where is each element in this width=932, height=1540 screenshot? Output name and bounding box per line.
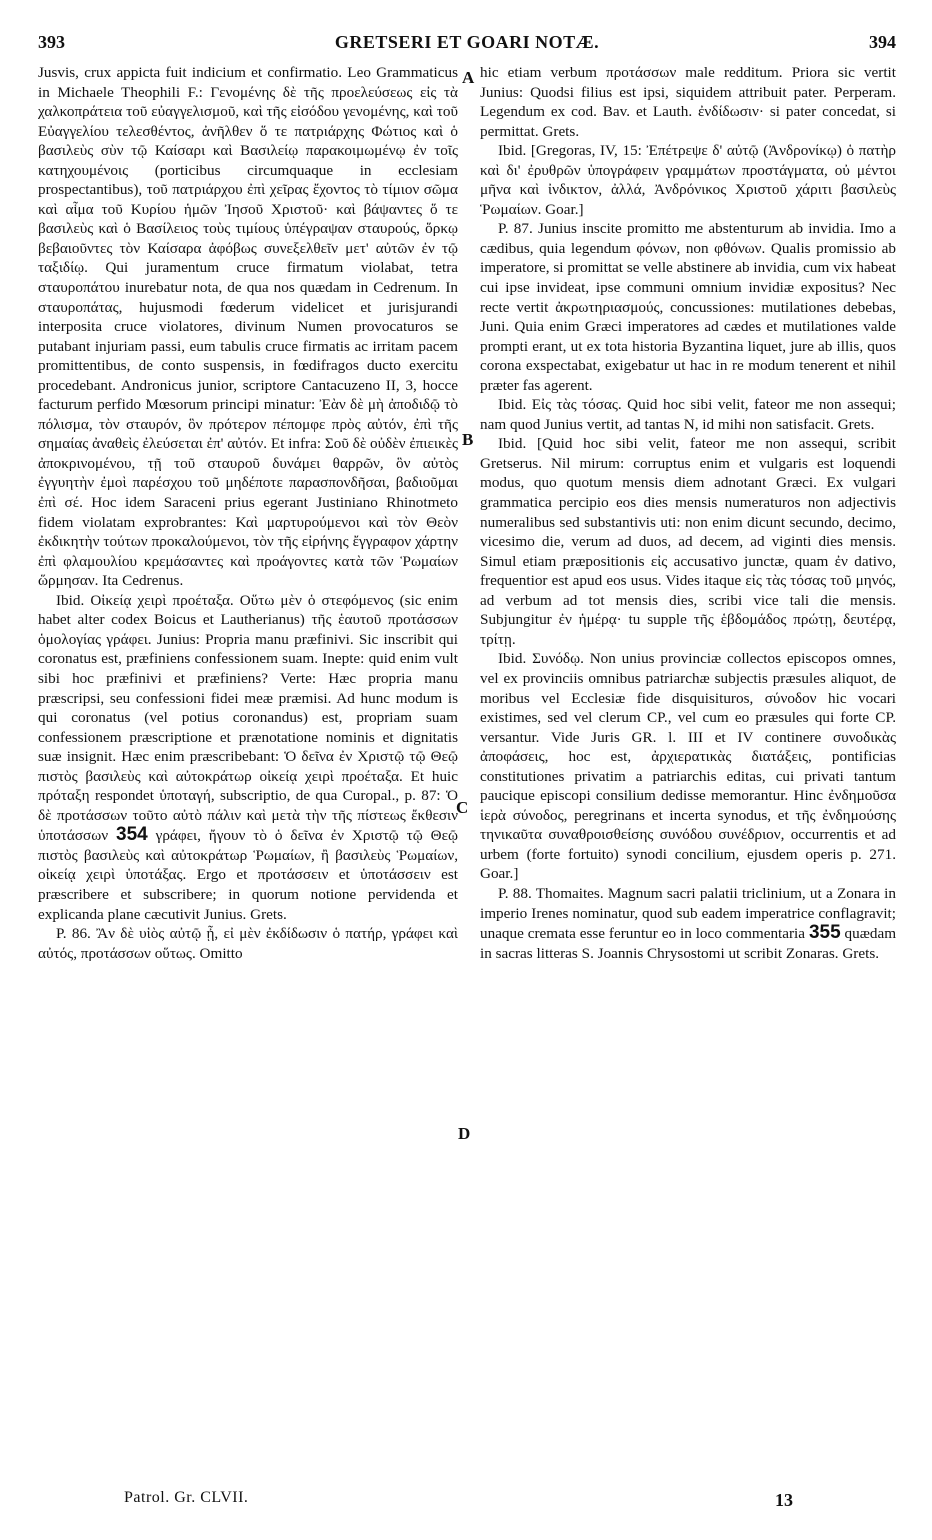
page-number-right: 394	[869, 32, 896, 52]
paragraph: P. 86. Ἂν δὲ υἱὸς αὐτῷ ᾖ, εἰ μὲν ἐκδίδωσιν ὁ πατήρ, γράφει καὶ αὐτός, προτάσσων οὕτως. Omitto	[38, 925, 458, 962]
section-marker-b: B	[462, 430, 474, 449]
paragraph-text: P. 88. Thomaites. Magnum sacri palatii triclinium, ut a Zonara in imperio Irenes nominatur, quod sub eadem imperatrice conflagravit; unaque cremata esse feruntur eo in loco commentaria	[480, 884, 896, 943]
inline-page-number: 354	[116, 824, 148, 846]
paragraph-text: γράφει, ἤγουν τὸ ὁ δεῖνα ἐν Χριστῷ τῷ Θεῷ πιστὸς βασιλεὺς καὶ αὐτοκράτωρ Ῥωμαίων, ἢ βασιλεὺς Ῥωμαίων, οἰκείᾳ χειρὶ ὑποτάξας. Ergo et προτάσσειν et ὑποτάσσειν est præscribere et subscribere; in quorum notione pervidenda et explicanda plane cæcutivit Junius. Grets.	[38, 827, 459, 923]
footer-signature: 13	[775, 1490, 793, 1510]
left-column	[38, 63, 458, 963]
footer-source: Patrol. Gr. CLVII.	[124, 1489, 249, 1506]
paragraph	[38, 591, 458, 924]
inline-page-number: 355	[808, 922, 841, 944]
section-marker-d: D	[458, 1124, 471, 1143]
paragraph: Ibid. [Quid hoc sibi velit, fateor me non assequi, scribit Gretserus. Nil mirum: corruptus enim et vulgaris est loquendi modus, quo quotum mensis diem adnotant Græci. Ex vulgari grammatica percipio eos dies mensis numeraturos non adjectivis numeralibus sed substantivis uti: non enim dicunt secundo, decimo, vicesimo die, verum ad duos, ad decem, ad viginti dies mensis. Simul etiam præpositionis εἰς accusativo junctæ, quam ἐν dativo, frequentior est apud eos usus. Vides itaque εἰς τὰς τόσας τοῦ μηνός, ad verbum ad tot mensis dies, scribi vice tali die mensis. Subjungitur ἐν ἡμέρᾳ· tu supple τῆς ἑβδομάδος πρώτῃ, δευτέρᾳ, τρίτῃ.	[480, 435, 896, 648]
paragraph	[480, 884, 896, 963]
section-marker-c: C	[456, 798, 469, 817]
page-header	[38, 32, 896, 54]
page-number-left: 393	[38, 32, 65, 52]
paragraph: Ibid. Εἰς τὰς τόσας. Quid hoc sibi velit, fateor me non assequi; nam quod Junius vertit, ad tantas N, id mihi non satisfacit. Grets.	[480, 396, 896, 433]
section-marker-a: A	[462, 68, 475, 87]
paragraph-text: quædam in sacras litteras S. Joannis Chrysostomi ut scribit Zonaras. Grets.	[480, 925, 897, 962]
paragraph-text: Ibid. Οἰκείᾳ χειρὶ προέταξα. Οὕτω μὲν ὁ στεφόμενος (sic enim habet alter codex Boicus et Lautherianus) τῆς ἑαυτοῦ προτάσσων ὁμολογίας γράφει. Junius: Propria manu præfinivi. Sic inscribit qui coronatus est, præfiniens confessionem suam. Inepte: quid enim vult sibi hoc præfinivi et præfiniens? Verte: Hæc propria manu præscripsi, seu confessioni fidei meæ præmisi. Ad hunc modum is qui coronatus (vel potius coronandus) est, propriam suam confessionem præscriptione et prænotatione nominis et dignitatis suæ insignit. Hæc enim præscribebant: Ὁ δεῖνα ἐν Χριστῷ τῷ Θεῷ πιστὸς βασιλεὺς καὶ αὐτοκράτωρ οἰκείᾳ χειρὶ προέταξα. Et huic πρόταξη respondet ὑποταγή, subscriptio, de qua Curopal., p. 87: Ὁ δὲ προτάσσων τοῦτο αὐτὸ πάλιν καὶ μετὰ τὴν τῆς πίστεως ἔκθεσιν ὑποτάσσων	[38, 591, 458, 845]
paragraph: hic etiam verbum προτάσσων male redditum. Priora sic vertit Junius: Quodsi filius est ipsi, siquidem attribuit pater. Perperam. Legendum ex cod. Bav. et Lauth. ἐνδίδωσιν· si pater concedat, si permittat. Grets.	[480, 64, 896, 140]
paragraph: Jusvis, crux appicta fuit indicium et confirmatio. Leo Grammaticus in Michaele Theophili F.: Γενομένης δὲ τῆς προελεύσεως εἰς τὰ χαλκοπράτεια τοῦ εὐαγγελισμοῦ, καὶ τῆς εἰσόδου γενομένης, καὶ τοῦ Εὐαγγελίου τελεσθέντος, ἀνῆλθεν ὅ τε πατριάρχης Φώτιος καὶ ὁ βασιλεὺς σὺν τῷ Καίσαρι καὶ Βασιλείῳ παρακοιμωμένῳ ἐν τοῖς κατηχουμένοις (porticibus circumquaque in ecclesiam prospectantibus), τοῦ πατριάρχου ἐπὶ χεῖρας ἔχοντος τὸ τίμιον σῶμα καὶ αἷμα τοῦ Κυρίου ἡμῶν Ἰησοῦ Χριστοῦ· καὶ βάψαντες ὅ τε βασιλεὺς καὶ ὁ Βασίλειος τοὺς τιμίους ὑπέγραψαν σταυρούς, ὅρκῳ βεβαιοῦντες τὸν Καίσαρα ἀφόβως συνεξελθεῖν μετ' αὐτῶν ἐν τῷ ταξιδίῳ. Qui juramentum cruce firmatum violabat, tetra σταυροπάτου inurebatur nota, de qua nos quædam in Cedrenum. In σταυροπάτας, hujusmodi fœderum videlicet et jurisjurandi interposita cruce violatores, divinum Numen provocaturos se putabant injuriam passi, eum tabulis cruce firmatis ac irritam pacem promittentibus, de conto suspensis, in fœdifragos ducto exercitu procedebant. Andronicus junior, scriptore Cantacuzeno II, 3, hocce facturum perfido Mœsorum principi minatur: Ἐὰν δὲ μὴ ἀποδιδῷ τὸ πόλισμα, τὸν σταυρόν, ὃν πρότερον πέπομφε πρὸς αὐτόν, ἐπὶ τῆς σημαίας ἀναθεὶς ἐλεύσεται ἐπ' αὐτόν. Et infra: Σοῦ δὲ οὐδὲν ἐπιεικὲς ἀποκρινομένου, τῇ τοῦ σταυροῦ δυνάμει θαρρῶν, ὃν αὐτὸς ἐγγυητὴν ἐμοὶ παρέσχου τοῦ μηδέποτε παρασπονδῆσαι, βαδιοῦμαι ἐπὶ σέ. Hoc idem Saraceni prius egerant Justiniano Rhinotmeto fidem violatam exprobrantes: Καὶ μαρτυρούμενοι καὶ τὸν Θεὸν ἐκδικητὴν τούτων προκαλούμενοι, τὸν τῆς εἰρήνης ἔγγραφον χάρτην ἐπὶ φλαμουλίου κρεμάσαντες καὶ προάγοντες κατὰ τῶν Ῥωμαίων ὥρμησαν. Ita Cedrenus.	[38, 64, 458, 590]
paragraph: Ibid. [Gregoras, IV, 15: Ἐπέτρεψε δ' αὐτῷ (Ἀνδρονίκῳ) ὁ πατὴρ καὶ δι' ἐρυθρῶν ὑπογράφειν γραμμάτων προστάγματα, οὐ μέντοι μῆνα καὶ ἰνδικτον, ἀλλά, Ἀνδρόνικος Χριστοῦ χάριτι βασιλεὺς Ῥωμαίων. Goar.]	[480, 142, 896, 218]
right-column	[480, 63, 896, 963]
running-title: GRETSERI ET GOARI NOTÆ.	[334, 32, 600, 52]
paragraph: Ibid. Συνόδῳ. Non unius provinciæ collectos episcopos omnes, vel ex provinciis omnibus patriarchæ subjectis præsules aliquot, de moribus vel Ecclesiæ fide disquisituros, σύνοδον hic vocari existimes, sed vel clerum CP., vel cum eo præsules qui forte CP. versantur. Vide Juris GR. l. III et IV continere συνοδικὰς ἀποφάσεις, hoc est, ἀρχιερατικὰς διατάξεις, pontificias constitutiones privatim a patriarchis editas, cui privati tantum paucique episcopi consilium dedisse memorantur. Hinc ἐνδημοῦσα ἱερὰ σύνοδος, peregrinans et incerta synodus, et τῆς ἐνδημούσης τηνικαῦτα συναθροισθείσης συνόδου συνέδριον, occurrentis et ad urbem (forte fortuito) synodi concilium, ejusdem operis p. 271. Goar.]	[480, 650, 896, 883]
paragraph: P. 87. Junius inscite promitto me abstenturum ab invidia. Imo a cædibus, quia legendum φόνων, non φθόνων. Qualis promissio ab imperatore, si promittat se velle abstinere ab invidia, cum vix habeat cui ipse invideat, ipse communi omnium invidiæ expositus? Nec recte vertit ἀκρωτηριασμούς, concussiones: mutilationes debebas, Juni. Quia enim Græci imperatores ad cædes et mutilationes valde prompti erant, ut ex tota historia Byzantina liquet, jure ab illis, quos corona exspectabat, exigebatur ut hac in re modum tenerent et nihil præter fas agerent.	[480, 220, 896, 394]
